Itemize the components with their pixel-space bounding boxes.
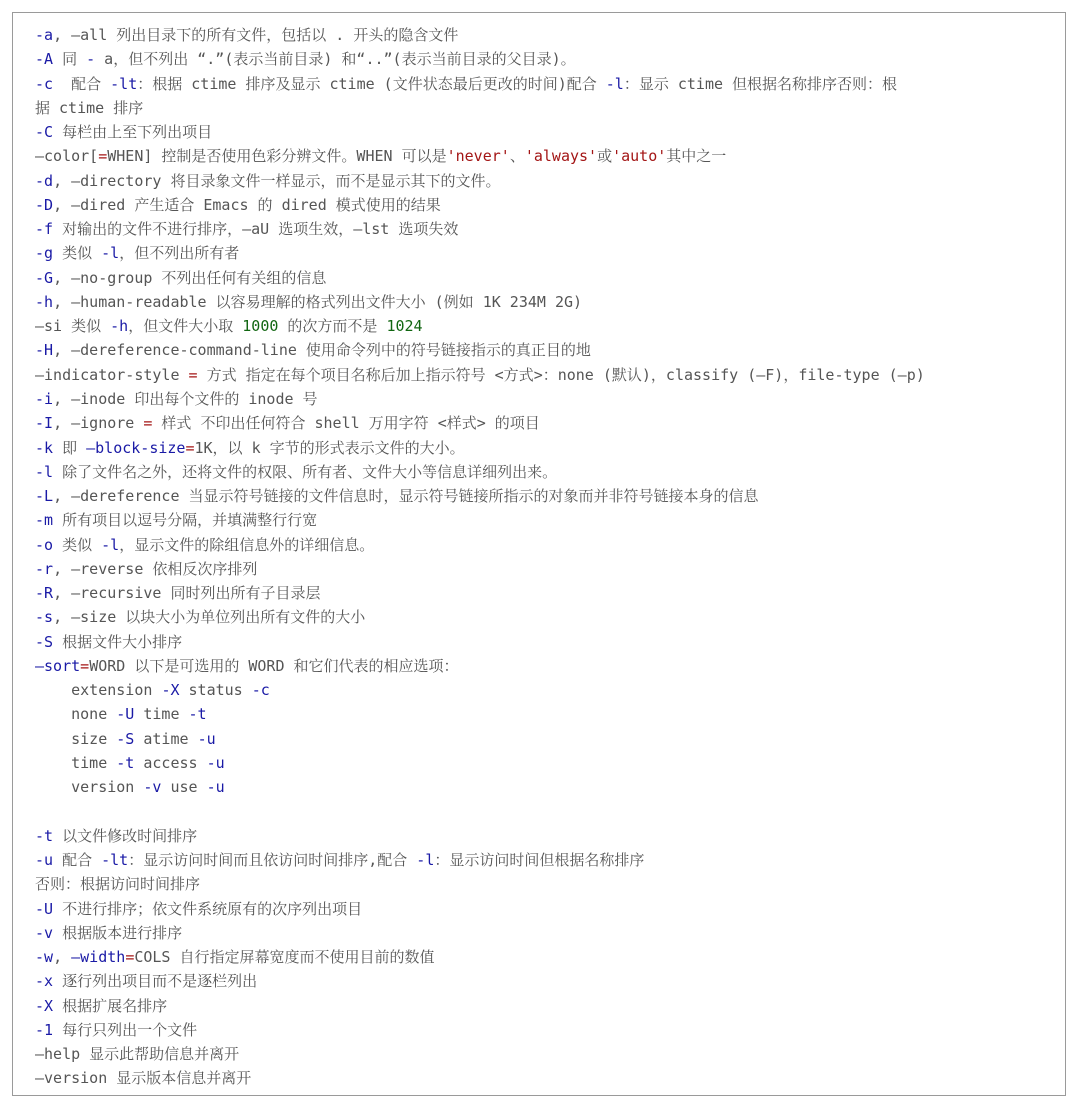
text-segment: , —size 以块大小为单位列出所有文件的大小 <box>53 608 366 627</box>
code-line <box>35 605 1065 629</box>
text-segment: —version 显示版本信息并离开 <box>35 1069 252 1088</box>
string-literal: 'never' <box>446 147 510 166</box>
option-flag: -k <box>35 438 54 457</box>
option-flag: -v <box>35 923 54 942</box>
code-line <box>35 193 1065 217</box>
option-flag: -H <box>35 341 54 360</box>
text-segment: 对输出的文件不进行排序，—aU 选项生效，—lst 选项失效 <box>53 220 459 239</box>
text-segment: —indicator-style <box>35 365 189 384</box>
text-segment: 类似 <box>53 535 102 554</box>
operator: = <box>125 948 135 967</box>
code-line <box>35 800 1065 824</box>
option-flag: - <box>86 50 96 69</box>
option-flag: -d <box>35 171 54 190</box>
option-flag: -A <box>35 50 54 69</box>
text-segment: 类似 <box>53 244 102 263</box>
text-segment: 根据版本进行排序 <box>53 923 183 942</box>
code-line <box>35 266 1065 290</box>
text-segment: 据 ctime 排序 <box>35 98 144 117</box>
text-segment: ，但不列出所有者 <box>119 244 240 263</box>
option-flag: -S <box>35 632 54 651</box>
code-line <box>35 994 1065 1018</box>
text-segment: time <box>35 753 117 772</box>
text-segment: ：显示 ctime 但根据名称排序否则：根 <box>623 74 898 93</box>
text-segment: 的次方而不是 <box>278 317 387 336</box>
operator: = <box>188 365 198 384</box>
text-segment: 除了文件名之外，还将文件的权限、所有者、文件大小等信息详细列出来。 <box>53 462 558 481</box>
option-flag: -R <box>35 584 54 603</box>
code-line <box>35 411 1065 435</box>
operator: = <box>80 656 90 675</box>
option-flag: -X <box>161 681 180 700</box>
option-flag: -C <box>35 123 54 142</box>
option-flag: -t <box>116 753 135 772</box>
option-flag: -G <box>35 268 54 287</box>
text-segment: use <box>161 778 207 797</box>
text-segment: , —dereference-command-line 使用命令列中的符号链接指示的真正目的地 <box>53 341 591 360</box>
option-flag: -L <box>35 487 54 506</box>
text-segment: 即 <box>53 438 87 457</box>
option-flag: -lt <box>110 74 138 93</box>
code-block <box>12 12 1066 1096</box>
text-segment: , —directory 将目录象文件一样显示，而不是显示其下的文件。 <box>53 171 501 190</box>
code-line <box>35 1042 1065 1066</box>
code-line <box>35 144 1065 168</box>
option-flag: -X <box>35 996 54 1015</box>
operator: = <box>98 147 108 166</box>
option-flag: —width <box>71 948 126 967</box>
code-line <box>35 945 1065 969</box>
option-flag: -l <box>101 244 120 263</box>
text-segment: 每栏由上至下列出项目 <box>53 123 213 142</box>
code-line <box>35 872 1065 896</box>
option-flag: -l <box>605 74 624 93</box>
text-segment: access <box>134 753 207 772</box>
option-flag: -s <box>35 608 54 627</box>
text-segment: —si 类似 <box>35 317 111 336</box>
option-flag: -h <box>110 317 129 336</box>
code-line <box>35 72 1065 96</box>
string-literal: 'always' <box>524 147 598 166</box>
code-line <box>35 702 1065 726</box>
text-segment: size <box>35 729 117 748</box>
number-literal: 1000 <box>242 317 279 336</box>
text-segment: 配合 <box>53 851 102 870</box>
text-segment: 以文件修改时间排序 <box>53 826 198 845</box>
code-line <box>35 897 1065 921</box>
code-line <box>35 23 1065 47</box>
code-line <box>35 751 1065 775</box>
option-flag: -U <box>116 705 135 724</box>
option-flag: -u <box>35 851 54 870</box>
text-segment: a，但不列出 “.”(表示当前目录) 和“..”(表示当前目录的父目录)。 <box>95 50 576 69</box>
option-flag: -u <box>206 778 225 797</box>
option-flag: -t <box>35 826 54 845</box>
option-flag: -o <box>35 535 54 554</box>
code-line <box>35 630 1065 654</box>
code-line <box>35 848 1065 872</box>
code-line <box>35 727 1065 751</box>
code-line <box>35 314 1065 338</box>
text-segment: , —dereference 当显示符号链接的文件信息时，显示符号链接所指示的对象而并非符号链接本身的信息 <box>53 487 759 506</box>
text-segment: 否则：根据访问时间排序 <box>35 875 201 894</box>
operator: = <box>185 438 195 457</box>
text-segment: 方式 指定在每个项目名称后加上指示符号 <方式>：none (默认)，classify (—F)，file-type (—p) <box>197 365 925 384</box>
option-flag: -S <box>116 729 135 748</box>
code-line <box>35 217 1065 241</box>
text-segment: none <box>35 705 117 724</box>
text-segment: , —all 列出目录下的所有文件，包括以 . 开头的隐含文件 <box>53 26 459 44</box>
code-line <box>35 120 1065 144</box>
code-line <box>35 678 1065 702</box>
option-flag: -D <box>35 195 54 214</box>
text-segment: , —no-group 不列出任何有关组的信息 <box>53 268 327 287</box>
option-flag: -f <box>35 220 54 239</box>
code-line <box>35 969 1065 993</box>
code-line <box>35 47 1065 71</box>
option-flag: -a <box>35 26 54 44</box>
code-line <box>35 96 1065 120</box>
text-segment: ：根据 ctime 排序及显示 ctime (文件状态最后更改的时间)配合 <box>137 74 606 93</box>
text-segment: 所有项目以逗号分隔，并填满整行行宽 <box>53 511 318 530</box>
text-segment: 样式 不印出任何符合 shell 万用字符 <样式> 的项目 <box>152 414 540 433</box>
option-flag: -i <box>35 389 54 408</box>
text-segment: time <box>134 705 189 724</box>
option-flag: -v <box>143 778 162 797</box>
code-line <box>35 654 1065 678</box>
code-line <box>35 508 1065 532</box>
operator: = <box>143 414 153 433</box>
text-segment: extension <box>35 681 162 700</box>
option-flag: -l <box>416 851 435 870</box>
text-segment: , —human-readable 以容易理解的格式列出文件大小 (例如 1K 234M 2G) <box>53 292 583 311</box>
option-flag: -u <box>206 753 225 772</box>
text-segment: status <box>179 681 252 700</box>
text-segment: ，显示文件的除组信息外的详细信息。 <box>119 535 375 554</box>
text-segment: 其中之一 <box>666 147 727 166</box>
option-flag: -t <box>188 705 207 724</box>
text-segment: 根据扩展名排序 <box>53 996 168 1015</box>
option-flag: -u <box>197 729 216 748</box>
code-line <box>35 557 1065 581</box>
option-flag: -U <box>35 899 54 918</box>
code-line <box>35 338 1065 362</box>
text-segment: version <box>35 778 144 797</box>
code-line <box>35 533 1065 557</box>
text-segment: , —recursive 同时列出所有子目录层 <box>53 584 321 603</box>
text-segment: 、 <box>509 147 525 166</box>
code-line <box>35 241 1065 265</box>
text-segment: 或 <box>597 147 613 166</box>
option-flag: -r <box>35 559 54 578</box>
option-flag: -l <box>101 535 120 554</box>
text-segment: 不进行排序；依文件系统原有的次序列出项目 <box>53 899 363 918</box>
text-segment: WORD 以下是可选用的 WORD 和它们代表的相应选项： <box>89 656 459 675</box>
text-segment: , —reverse 依相反次序排列 <box>53 559 258 578</box>
option-flag: -x <box>35 972 54 991</box>
text-segment: , —dired 产生适合 Emacs 的 dired 模式使用的结果 <box>53 195 441 214</box>
number-literal: 1024 <box>386 317 423 336</box>
code-line <box>35 775 1065 799</box>
code-line <box>35 1066 1065 1090</box>
option-flag: -lt <box>101 851 129 870</box>
code-line <box>35 169 1065 193</box>
text-segment: ：显示访问时间但根据名称排序 <box>434 851 645 870</box>
code-line <box>35 1018 1065 1042</box>
text-segment: WHEN] 控制是否使用色彩分辨文件。WHEN 可以是 <box>107 147 447 166</box>
text-segment: , —inode 印出每个文件的 inode 号 <box>53 389 318 408</box>
text-segment: 逐行列出项目而不是逐栏列出 <box>53 972 258 991</box>
text-segment: 1K，以 k 字节的形式表示文件的大小。 <box>194 438 465 457</box>
option-flag: -w <box>35 948 54 967</box>
text-segment: —help 显示此帮助信息并离开 <box>35 1045 240 1064</box>
text-segment: , <box>53 948 72 967</box>
string-literal: 'auto' <box>612 147 667 166</box>
text-segment: —color[ <box>35 147 99 166</box>
code-line <box>35 290 1065 314</box>
text-segment: 每行只列出一个文件 <box>53 1020 198 1039</box>
option-flag: -I <box>35 414 54 433</box>
text-segment: , —ignore <box>53 414 144 433</box>
text-segment: 根据文件大小排序 <box>53 632 183 651</box>
option-flag: -l <box>35 462 54 481</box>
text-segment: 配合 <box>53 74 111 93</box>
text-segment: atime <box>134 729 198 748</box>
option-flag: -h <box>35 292 54 311</box>
text-segment: ：显示访问时间而且依访问时间排序,配合 <box>128 851 417 870</box>
text-segment: 同 <box>53 50 87 69</box>
code-line <box>35 921 1065 945</box>
option-flag: -c <box>35 74 54 93</box>
option-flag: -m <box>35 511 54 530</box>
code-line <box>35 484 1065 508</box>
code-line <box>35 436 1065 460</box>
text-segment: ，但文件大小取 <box>128 317 243 336</box>
option-flag: -1 <box>35 1020 54 1039</box>
code-line <box>35 363 1065 387</box>
code-line <box>35 581 1065 605</box>
option-flag: —block-size <box>86 438 186 457</box>
code-line <box>35 387 1065 411</box>
option-flag: -c <box>251 681 270 700</box>
text-segment: COLS 自行指定屏幕宽度而不使用目前的数值 <box>134 948 435 967</box>
code-line <box>35 824 1065 848</box>
option-flag: -g <box>35 244 54 263</box>
option-flag: —sort <box>35 656 81 675</box>
code-line <box>35 460 1065 484</box>
